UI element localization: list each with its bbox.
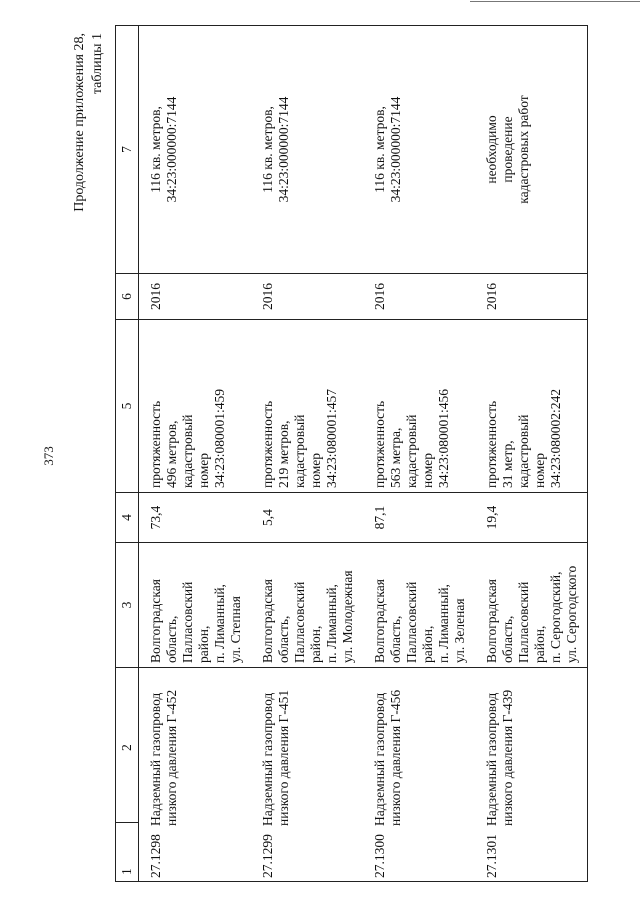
cell-description bbox=[139, 320, 252, 493]
cell-year bbox=[251, 274, 363, 320]
cell-id-name bbox=[363, 668, 475, 882]
address-text: Волгоградская область, Палласовский район, п. Серогодский, ул. Серогодского bbox=[484, 565, 579, 663]
year-text: 2016 bbox=[372, 283, 387, 310]
header-col-3: 3 bbox=[116, 543, 139, 668]
cell-id-name bbox=[139, 668, 252, 882]
cell-address bbox=[363, 543, 475, 668]
cell-address bbox=[139, 543, 252, 668]
note-text: необходимо проведение кадастровых работ bbox=[484, 95, 531, 204]
table-caption bbox=[71, 33, 107, 353]
cell-id-name bbox=[475, 668, 588, 882]
header-divider bbox=[116, 822, 138, 823]
table-row bbox=[139, 26, 252, 882]
year-text: 2016 bbox=[148, 283, 163, 310]
cell-value bbox=[363, 493, 475, 543]
object-name: Надземный газопровод низкого давления Г-451 bbox=[260, 689, 291, 826]
address-text: Волгоградская область, Палласовский район, п. Лиманный, ул. Зеленая bbox=[372, 579, 467, 663]
table-row bbox=[251, 26, 363, 882]
header-col-1: 1 bbox=[119, 868, 134, 875]
cell-note bbox=[139, 26, 252, 274]
object-name: Надземный газопровод низкого давления Г-439 bbox=[484, 689, 515, 826]
caption-line-2: таблицы 1 bbox=[90, 33, 105, 95]
cell-note bbox=[475, 26, 588, 274]
cell-description bbox=[475, 320, 588, 493]
table-row bbox=[475, 26, 588, 882]
table-row bbox=[363, 26, 475, 882]
value-text: 73,4 bbox=[148, 505, 163, 530]
header-col-6: 6 bbox=[116, 274, 139, 320]
row-number: 27.1299 bbox=[260, 834, 275, 878]
address-text: Волгоградская область, Палласовский район, п. Лиманный, ул. Степная bbox=[148, 579, 243, 663]
note-text: 116 кв. метров, 34:23:000000:7144 bbox=[148, 96, 179, 203]
row-number: 27.1301 bbox=[484, 834, 499, 878]
object-name: Надземный газопровод низкого давления Г-456 bbox=[372, 689, 403, 826]
cell-address bbox=[251, 543, 363, 668]
cell-id-name bbox=[251, 668, 363, 882]
rotated-page bbox=[60, 16, 579, 891]
year-text: 2016 bbox=[260, 283, 275, 310]
cell-year bbox=[475, 274, 588, 320]
cell-value bbox=[139, 493, 252, 543]
header-cell-1-2 bbox=[116, 668, 139, 882]
caption-line-1: Продолжение приложения 28, bbox=[72, 33, 87, 212]
year-text: 2016 bbox=[484, 283, 499, 310]
cell-value bbox=[475, 493, 588, 543]
cell-note bbox=[251, 26, 363, 274]
scan-edge-line bbox=[470, 1, 640, 2]
description-text: протяженность 31 метр, кадастровый номер 34:23:080002:242 bbox=[484, 388, 563, 488]
header-col-2: 2 bbox=[119, 744, 134, 751]
page-number: 373 bbox=[40, 446, 56, 466]
value-text: 87,1 bbox=[372, 505, 387, 530]
row-number: 27.1298 bbox=[148, 834, 163, 878]
cell-description bbox=[363, 320, 475, 493]
description-text: протяженность 563 метра, кадастровый номер 34:23:080001:456 bbox=[372, 388, 451, 488]
description-text: протяженность 219 метров, кадастровый номер 34:23:080001:457 bbox=[260, 388, 339, 488]
address-text: Волгоградская область, Палласовский район, п. Лиманный, ул. Молодежная bbox=[260, 570, 355, 663]
object-name: Надземный газопровод низкого давления Г-452 bbox=[148, 689, 179, 826]
note-text: 116 кв. метров, 34:23:000000:7144 bbox=[372, 96, 403, 203]
header-col-4: 4 bbox=[116, 493, 139, 543]
description-text: протяженность 496 метров, кадастровый номер 34:23:080001:459 bbox=[148, 388, 227, 488]
value-text: 19,4 bbox=[484, 505, 499, 530]
cell-value bbox=[251, 493, 363, 543]
header-row bbox=[116, 26, 139, 882]
cell-address bbox=[475, 543, 588, 668]
cell-year bbox=[363, 274, 475, 320]
value-text: 5,4 bbox=[260, 509, 275, 526]
cell-note bbox=[363, 26, 475, 274]
header-col-7: 7 bbox=[116, 26, 139, 274]
registry-table bbox=[115, 25, 588, 882]
cell-description bbox=[251, 320, 363, 493]
note-text: 116 кв. метров, 34:23:000000:7144 bbox=[260, 96, 291, 203]
header-col-5: 5 bbox=[116, 320, 139, 493]
row-number: 27.1300 bbox=[372, 834, 387, 878]
cell-year bbox=[139, 274, 252, 320]
